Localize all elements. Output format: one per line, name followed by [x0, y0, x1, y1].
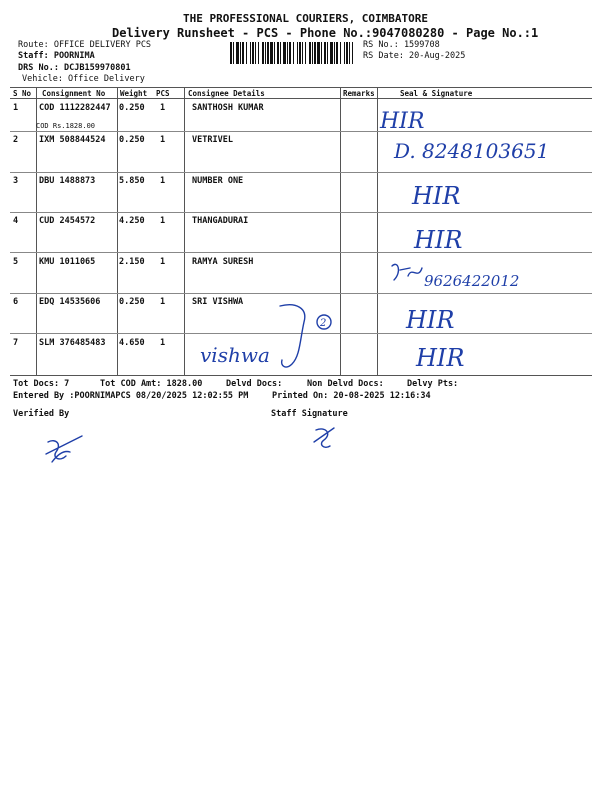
row-weight: 4.650	[119, 338, 145, 348]
row-sno: 2	[13, 135, 19, 145]
row-sno: 1	[13, 103, 19, 113]
svg-text:HIR: HIR	[412, 182, 461, 210]
col-consignee: Consignee Details	[188, 89, 265, 98]
row-pcs: 1	[160, 176, 166, 186]
row-consignment: COD 1112282447	[39, 103, 111, 113]
row-sno: 6	[13, 297, 19, 307]
row-consignee: RAMYA SURESH	[192, 257, 254, 267]
row-weight: 2.150	[119, 257, 145, 267]
delivered-docs: Delvd Docs:	[226, 379, 283, 389]
col-pcs: PCS	[156, 89, 170, 98]
row-sno: 5	[13, 257, 19, 267]
svg-text:D. 8248103651: D. 8248103651	[394, 139, 550, 163]
row-sno: 3	[13, 176, 19, 186]
row-consignment: CUD 2454572	[39, 216, 96, 226]
row-weight: 0.250	[119, 297, 145, 307]
row-sno: 7	[13, 338, 19, 348]
svg-text:HIR: HIR	[414, 226, 463, 254]
svg-text:HIR: HIR	[416, 344, 465, 372]
col-sno: S No	[13, 89, 32, 98]
signature-row-2	[392, 130, 550, 182]
runsheet-title: Delivery Runsheet - PCS - Phone No.:9047080280 - Page No.:1	[112, 26, 539, 40]
verified-by-label: Verified By	[13, 409, 70, 419]
svg-text:HIR: HIR	[406, 306, 455, 334]
row-consignment: KMU 1011065	[39, 257, 96, 267]
row-cod-note: COD Rs.1828.00	[36, 122, 96, 130]
delivery-points: Delvy Pts:	[407, 379, 459, 389]
col-remarks: Remarks	[343, 89, 375, 98]
signature-row-7	[414, 340, 484, 376]
rs-date: RS Date: 20-Aug-2025	[363, 51, 466, 61]
non-delivered-docs: Non Delvd Docs:	[307, 379, 384, 389]
barcode	[230, 42, 358, 64]
svg-text:9626422012: 9626422012	[424, 272, 520, 290]
vehicle: Vehicle: Office Delivery	[22, 74, 145, 84]
total-docs: Tot Docs: 7	[13, 379, 70, 389]
row-consignment: EDQ 14535606	[39, 297, 101, 307]
col-weight: Weight	[120, 89, 148, 98]
handwritten-recipient-name	[196, 300, 346, 376]
row-consignment: DBU 1488873	[39, 176, 96, 186]
svg-text:HIR: HIR	[380, 109, 425, 134]
entered-by: Entered By :POORNIMAPCS 08/20/2025 12:02:55 PM	[13, 391, 249, 401]
row-weight: 4.250	[119, 216, 145, 226]
staff-signature-label: Staff Signature	[271, 409, 348, 419]
route: Route: OFFICE DELIVERY PCS	[18, 40, 152, 50]
total-cod-amount: Tot COD Amt: 1828.00	[100, 379, 203, 389]
signature-row-6	[404, 302, 474, 338]
row-consignee: THANGADURAI	[192, 216, 249, 226]
row-sno: 4	[13, 216, 19, 226]
signature-row-4	[412, 222, 482, 258]
row-pcs: 1	[160, 257, 166, 267]
row-consignee: NUMBER ONE	[192, 176, 244, 186]
staff-signature-mark	[310, 424, 340, 458]
printed-on: Printed On: 20-08-2025 12:16:34	[272, 391, 431, 401]
row-weight: 0.250	[119, 135, 145, 145]
row-weight: 5.850	[119, 176, 145, 186]
col-seal-signature: Seal & Signature	[400, 89, 473, 98]
drs-number: DRS No.: DCJB159970801	[18, 63, 131, 73]
row-pcs: 1	[160, 338, 166, 348]
company-name: THE PROFESSIONAL COURIERS, COIMBATORE	[183, 12, 429, 25]
svg-text:2: 2	[320, 318, 327, 329]
row-consignee: SANTHOSH KUMAR	[192, 103, 264, 113]
row-pcs: 1	[160, 135, 166, 145]
col-consignment: Consignment No	[42, 89, 106, 98]
signature-row-5	[388, 258, 528, 298]
row-pcs: 1	[160, 103, 166, 113]
row-consignee: SRI VISHWA	[192, 297, 244, 307]
row-consignee: VETRIVEL	[192, 135, 233, 145]
signature-row-3	[410, 178, 480, 214]
table-top-rule	[10, 87, 592, 88]
row-weight: 0.250	[119, 103, 145, 113]
row-consignment: SLM 376485483	[39, 338, 106, 348]
verified-by-signature	[42, 432, 92, 470]
row-consignment: IXM 508844524	[39, 135, 106, 145]
svg-text:vishwa: vishwa	[200, 343, 270, 367]
row-pcs: 1	[160, 216, 166, 226]
row-pcs: 1	[160, 297, 166, 307]
table-header-rule	[10, 98, 592, 99]
rs-number: RS No.: 1599708	[363, 40, 440, 50]
staff: Staff: POORNIMA	[18, 51, 95, 61]
